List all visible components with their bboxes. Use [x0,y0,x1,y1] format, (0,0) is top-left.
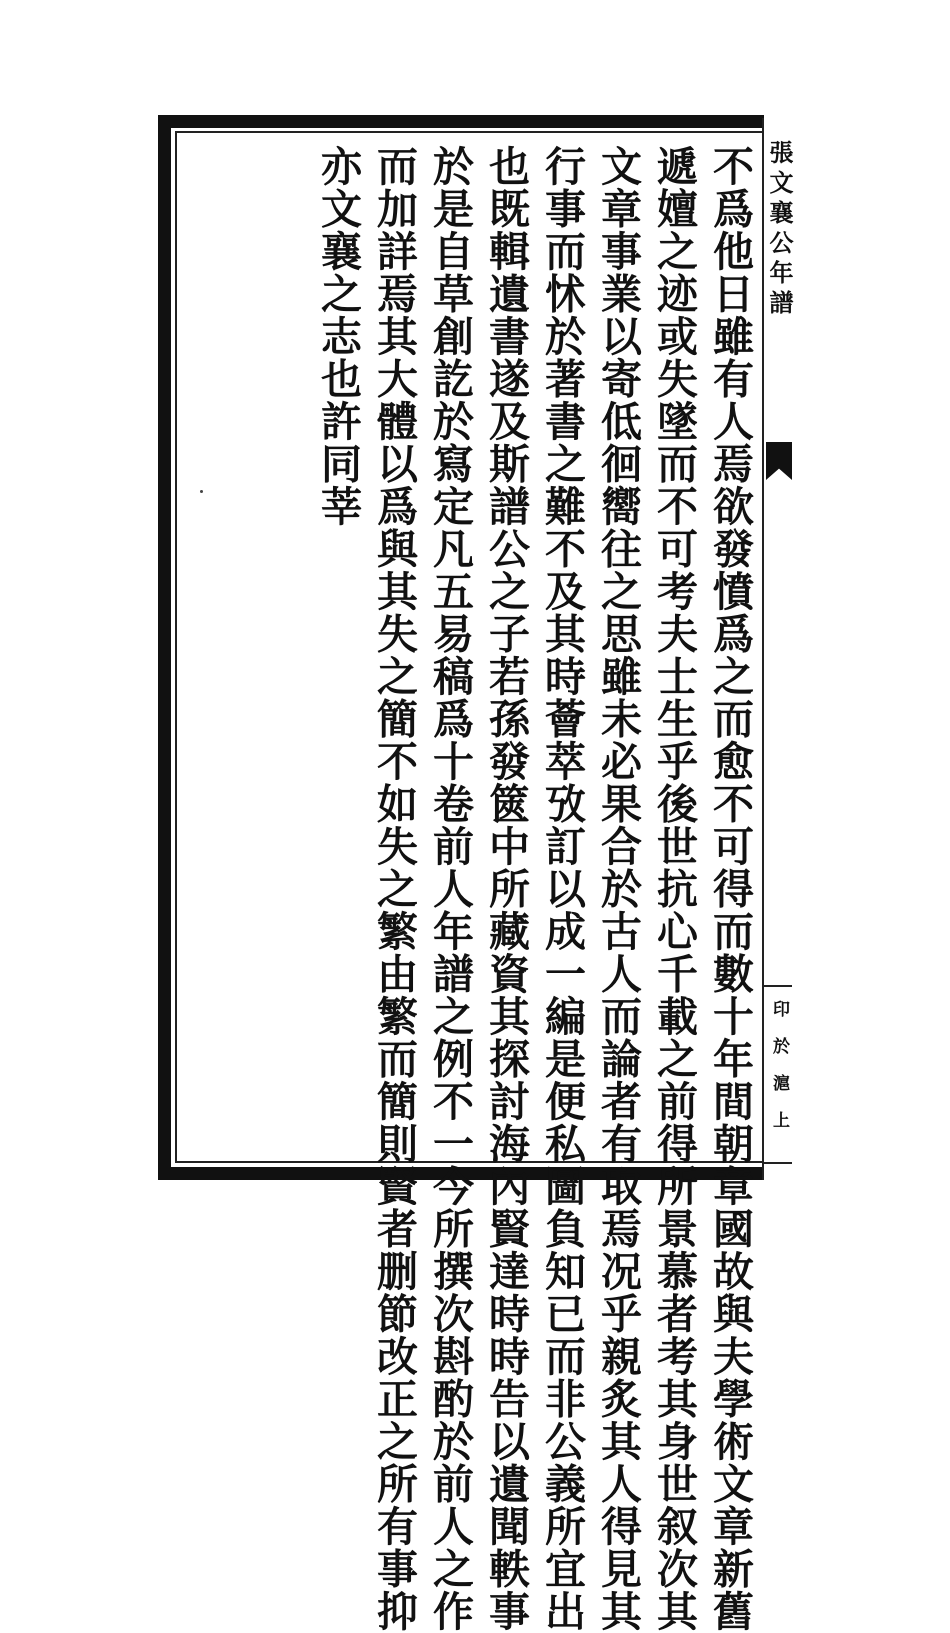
frame-inner-rule-left [175,131,177,1163]
text-column-5: 也既輯遺書遂及斯譜公之子若孫發篋中所藏資其探討海內賢達時時告以遺聞軼事 [482,145,530,1633]
text-column-1: 不爲他日雖有人焉欲發憤爲之而愈不可得而數十年間朝章國故與夫學術文章新舊 [706,145,754,1633]
frame-inner-rule-top [176,131,764,133]
text-column-7: 而加詳焉其大體以爲與其失之簡不如失之繁由繁而簡則賢者删節改正之所有事抑 [370,145,418,1633]
frame-border-left [158,115,171,1180]
main-text-block [300,145,755,1633]
text-column-8: 亦文襄之志也許同莘 [314,145,362,528]
paper-speck [200,490,203,493]
frame-border-top [158,115,764,128]
text-column-3: 文章事業以寄低徊嚮往之思雖未必果合於古人而論者有取焉况乎親炙其人得見其 [594,145,642,1633]
book-title: 張文襄公年譜 [765,140,794,320]
text-column-4: 行事而怵於著書之難不及其時薈萃攷訂以成一編是便私圖負知已而非公義所宜出 [538,145,586,1633]
text-column-2: 遞嬗之迹或失墜而不可考夫士生乎後世抗心千載之前得所景慕者考其身世叙次其 [650,145,698,1633]
imprint-text: 印於滬上 [769,1000,789,1148]
text-column-6: 於是自草創訖於寫定凡五易稿爲十卷前人年譜之例不一今所撰次斟酌於前人之作 [426,145,474,1633]
